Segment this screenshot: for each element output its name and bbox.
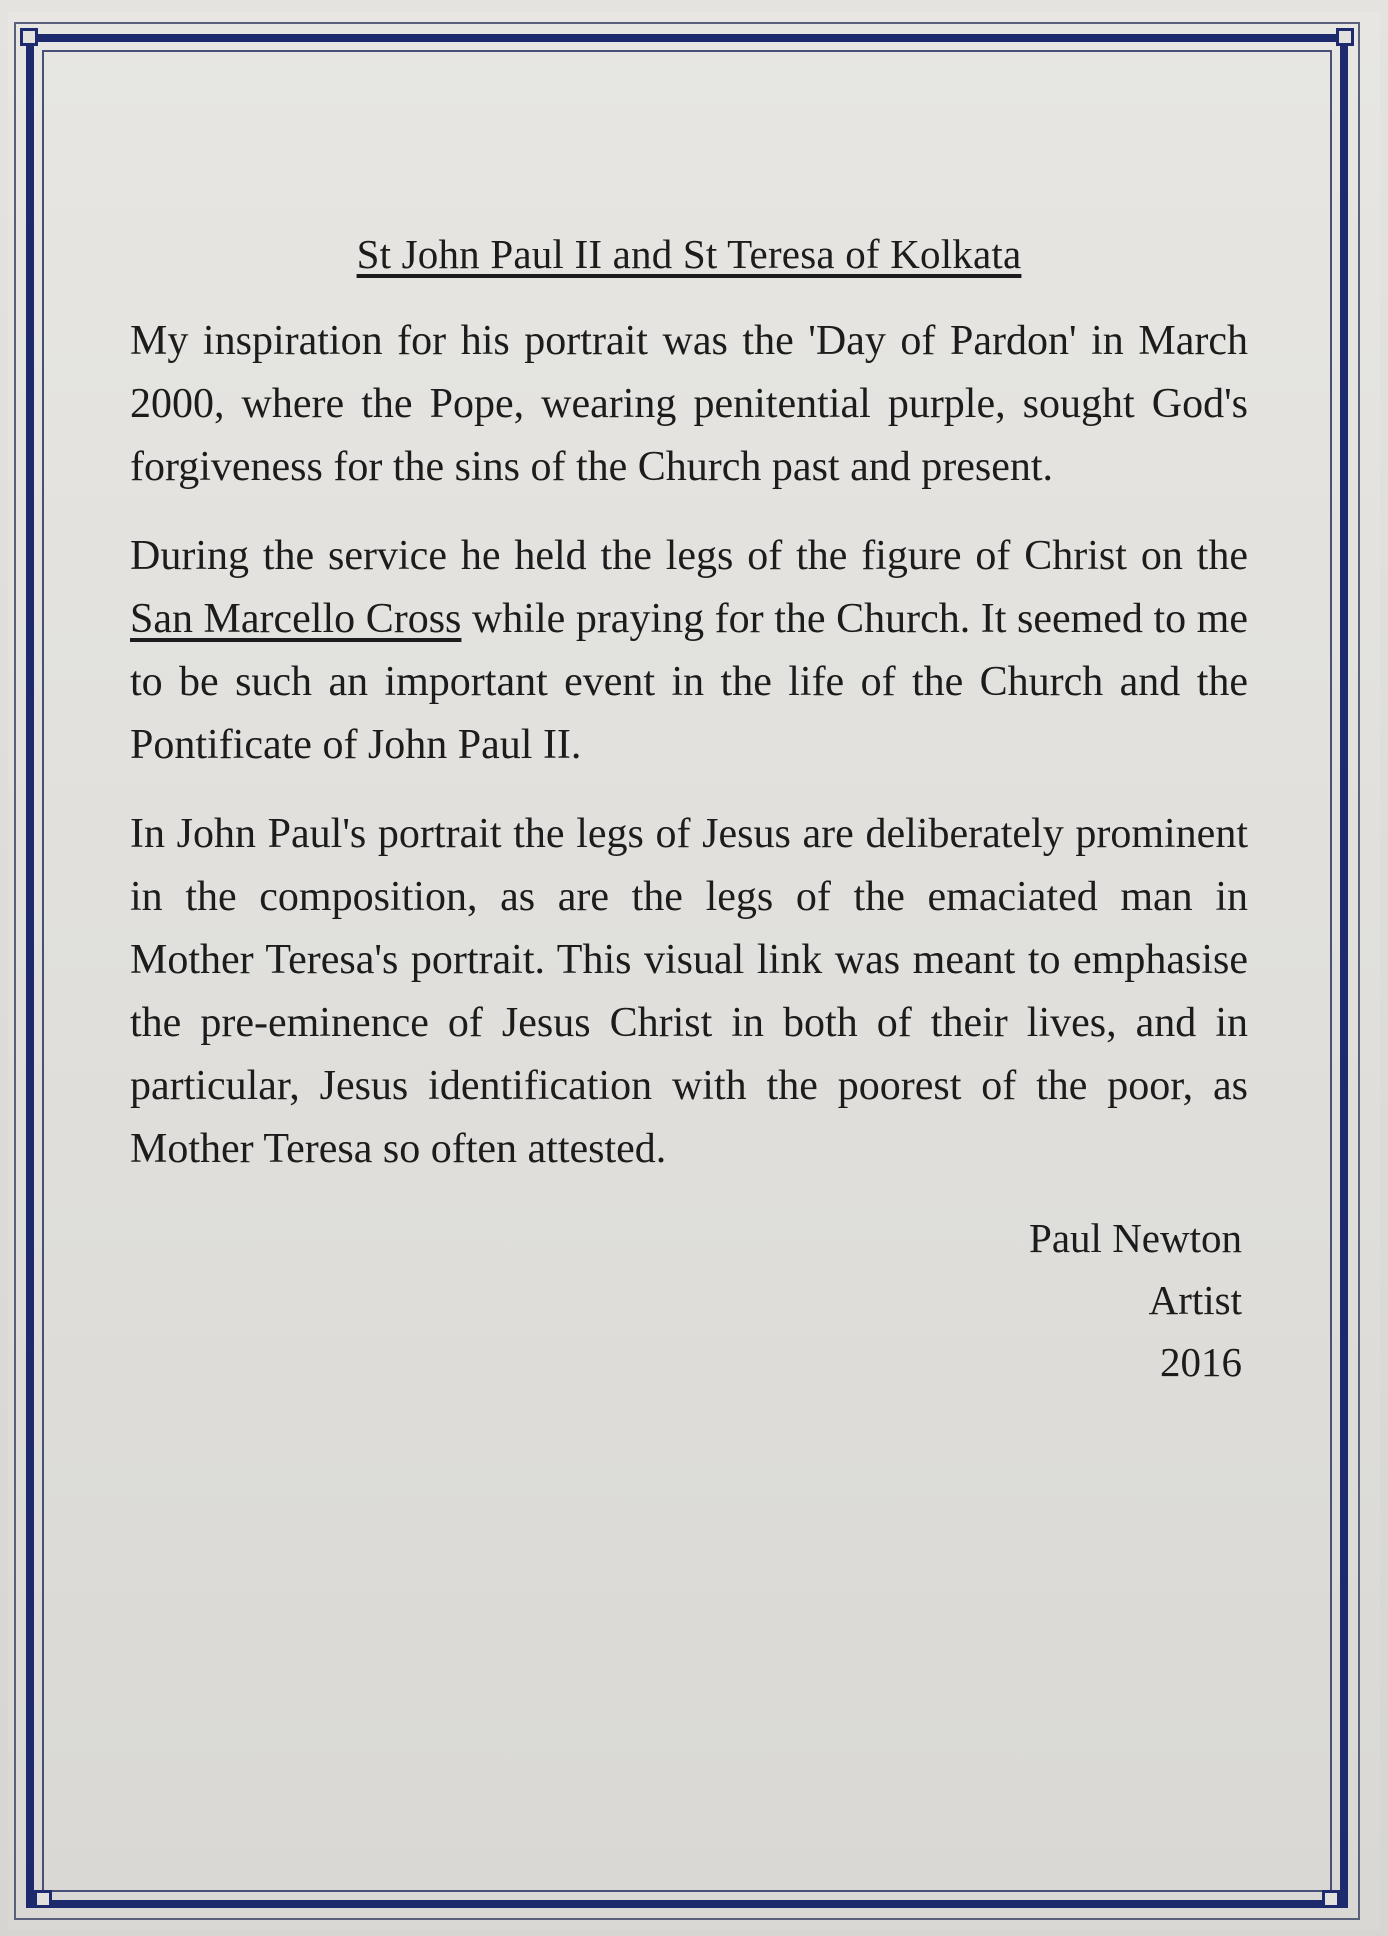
notice-title: St John Paul II and St Teresa of Kolkata [356, 231, 1022, 277]
corner-ornament-bottom-right [1322, 1890, 1340, 1908]
corner-ornament-top-left [20, 28, 38, 46]
paragraph-service [130, 525, 1248, 777]
paragraph-composition: In John Paul's portrait the legs of Jesus are deliberately prominent in the composition, as are the legs of the emaciated man in Mother Teresa's portrait. This visual link was meant to emphasise the pre-eminence of Jesus Christ in both of their lives, and in particular, Jesus identification with the poorest of the poor, as Mother Teresa so often attested. [130, 811, 1248, 1172]
signature-block [130, 1207, 1248, 1393]
artist-role: Artist [1148, 1277, 1242, 1323]
signature-year: 2016 [1160, 1339, 1242, 1385]
paragraph-inspiration: My inspiration for his portrait was the 'Day of Pardon' in March 2000, where the Pope, wearing penitential purple, sought God's forgiveness for the sins of the Church past and present. [130, 318, 1248, 490]
san-marcello-cross-text: San Marcello Cross [130, 596, 462, 642]
corner-ornament-top-right [1336, 28, 1354, 46]
paragraph-service-end: while praying for the Church. It seemed to me to be such an important event in the life of the Church and the Pontificate of John Paul II. [130, 596, 1248, 768]
artist-name: Paul Newton [1029, 1215, 1242, 1261]
corner-ornament-bottom-left [34, 1890, 52, 1908]
notice-content [130, 230, 1248, 1393]
paragraph-service-start: During the service he held the legs of the figure of Christ on the [130, 533, 1248, 579]
